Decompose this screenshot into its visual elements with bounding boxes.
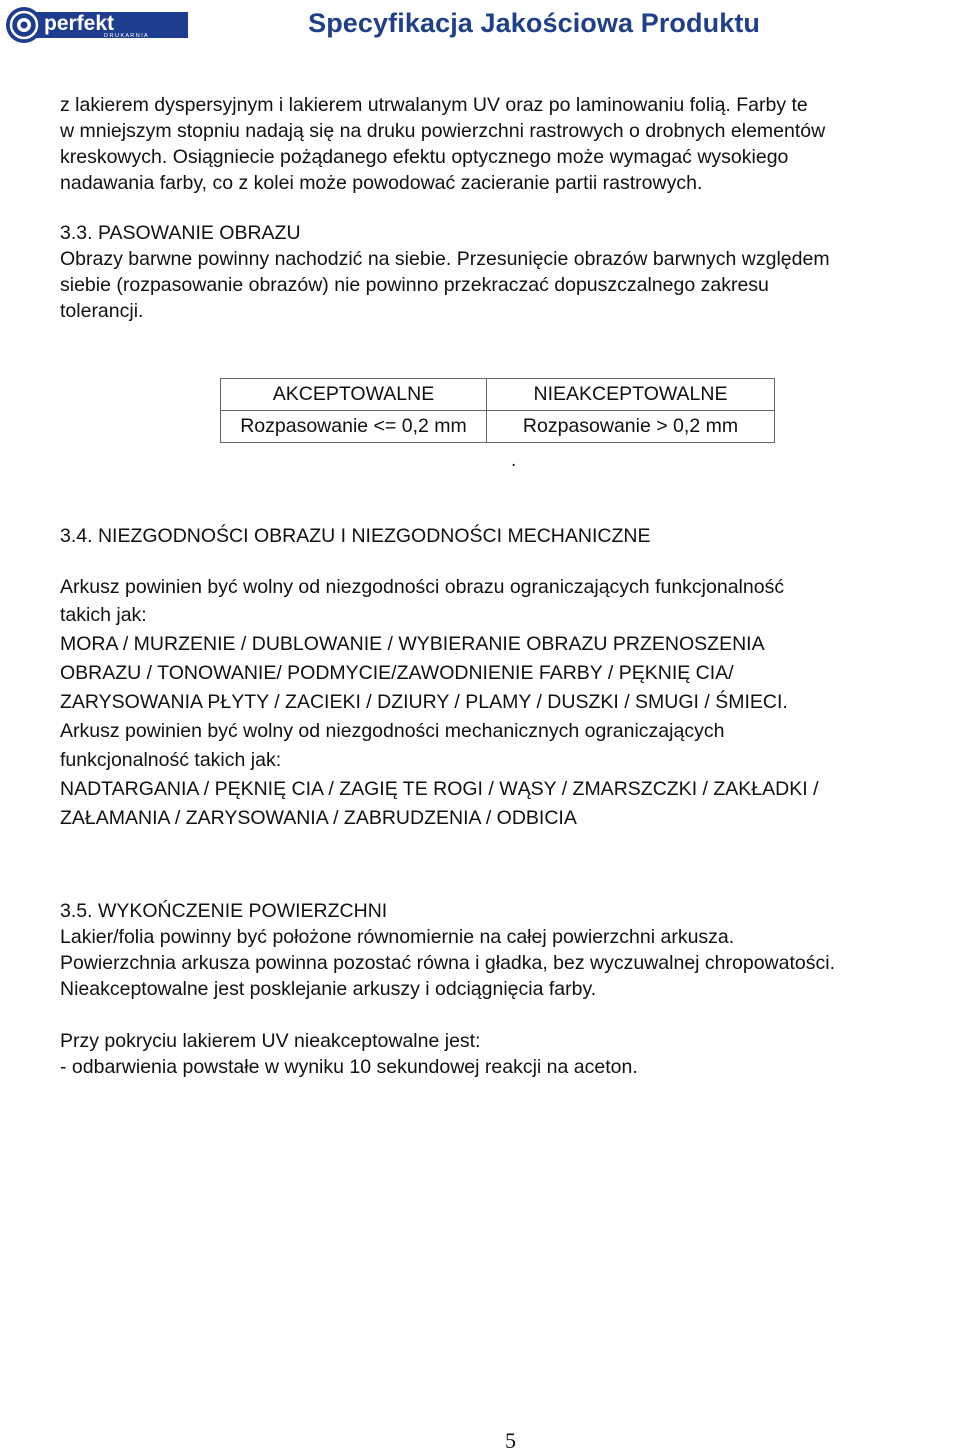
text-line: kreskowych. Osiągniecie pożądanego efektu optycznego może wymagać wysokiego [60,146,789,168]
text-line: Nieakceptowalne jest posklejanie arkuszy i odciągnięcia farby. [60,978,597,1000]
tolerance-table [220,378,775,443]
text-line: Powierzchnia arkusza powinna pozostać równa i gładka, bez wyczuwalnej chropowatości. [60,952,835,974]
text-line: MORA / MURZENIE / DUBLOWANIE / WYBIERANIE OBRAZU PRZENOSZENIA [60,632,765,655]
section-3-4 [60,574,960,833]
section-heading: 3.3. PASOWANIE OBRAZU [60,222,301,244]
text-line: Obrazy barwne powinny nachodzić na siebie. Przesunięcie obrazów barwnych względem [60,248,830,270]
text-line: - odbarwienia powstałe w wyniku 10 sekundowej reakcji na aceton. [60,1056,638,1078]
intro-paragraph [60,92,960,196]
section-3-5 [60,898,960,1002]
text-line: Lakier/folia powinny być położone równomiernie na całej powierzchni arkusza. [60,926,735,948]
text-line: siebie (rozpasowanie obrazów) nie powinno przekraczać dopuszczalnego zakresu [60,274,769,296]
svg-text:perfekt: perfekt [44,12,115,35]
section-3-3 [60,220,960,324]
section-heading: 3.4. NIEZGODNOŚCI OBRAZU I NIEZGODNOŚCI MECHANICZNE [60,525,651,547]
section-3-4-heading-block [60,522,960,551]
table-header-acceptable: AKCEPTOWALNE [221,379,487,411]
text-line: tolerancji. [60,300,144,322]
text-line: nadawania farby, co z kolei może powodować zacieranie partii rastrowych. [60,172,703,194]
svg-text:D R U K A R N I A: D R U K A R N I A [104,33,148,39]
table-cell-unacceptable: Rozpasowanie > 0,2 mm [487,411,775,443]
trailing-dot: . [511,450,517,471]
page-number: 5 [505,1428,516,1453]
text-line: NADTARGANIA / PĘKNIĘ CIA / ZAGIĘ TE ROGI / WĄSY / ZMARSZCZKI / ZAKŁADKI / [60,777,819,800]
text-line: w mniejszym stopniu nadają się na druku powierzchni rastrowych o drobnych elementów [60,120,826,142]
text-line: Arkusz powinien być wolny od niezgodności mechanicznych ograniczających [60,719,725,742]
document-title: Specyfikacja Jakościowa Produktu [308,8,760,38]
text-line: Przy pokryciu lakierem UV nieakceptowalne jest: [60,1030,481,1052]
table-header-unacceptable: NIEAKCEPTOWALNE [487,379,775,411]
table-cell-acceptable: Rozpasowanie <= 0,2 mm [221,411,487,443]
text-line: takich jak: [60,603,147,626]
uv-note [60,1028,960,1080]
section-heading: 3.5. WYKOŃCZENIE POWIERZCHNI [60,900,388,922]
text-line: funkcjonalność takich jak: [60,748,282,771]
text-line: OBRAZU / TONOWANIE/ PODMYCIE/ZAWODNIENIE FARBY / PĘKNIĘ CIA/ [60,661,734,684]
text-line: ZAŁAMANIA / ZARYSOWANIA / ZABRUDZENIA / ODBICIA [60,806,577,829]
perfekt-logo [4,6,190,44]
text-line: ZARYSOWANIA PŁYTY / ZACIEKI / DZIURY / PLAMY / DUSZKI / SMUGI / ŚMIECI. [60,690,788,713]
text-line: z lakierem dyspersyjnym i lakierem utrwalanym UV oraz po laminowaniu folią. Farby te [60,94,808,116]
text-line: Arkusz powinien być wolny od niezgodności obrazu ograniczających funkcjonalność [60,576,785,598]
page-header [0,0,960,52]
